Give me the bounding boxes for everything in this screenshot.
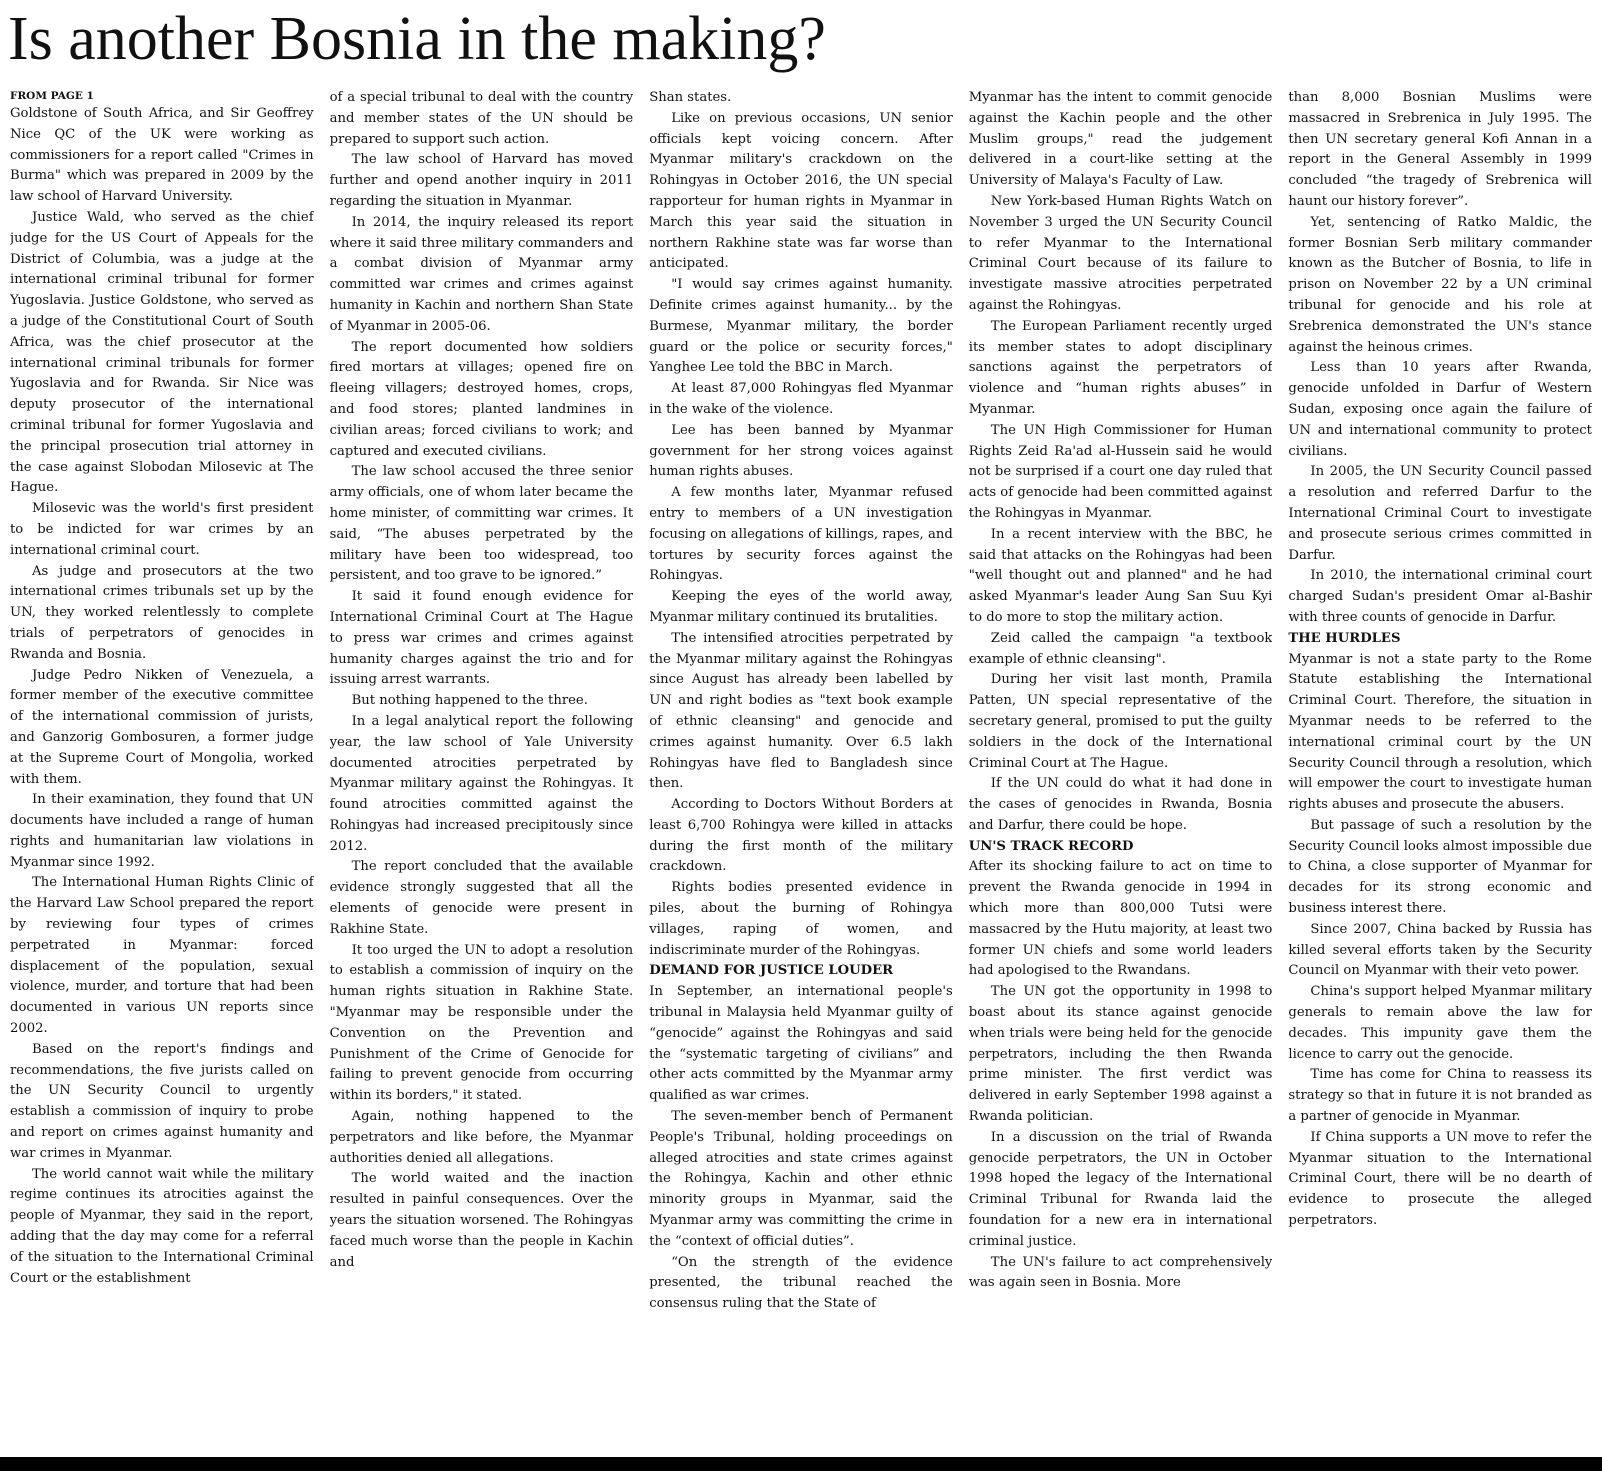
paragraph: In 2005, the UN Security Council passed a resolution and referred Darfur to the International Criminal Court to investigate and prosecute serious crimes committed in Darfur.	[1288, 464, 1592, 563]
paragraph: Rights bodies presented evidence in piles, about the burning of Rohingya villages, raping of women, and indiscriminate murder of the Rohingyas.	[649, 880, 953, 958]
paragraph: The report documented how soldiers fired mortars at villages; opened fire on fleeing villagers; destroyed homes, crops, and food stores; planted landmines in civilian areas; forced civilians to work; and captured and executed civilians.	[329, 339, 634, 459]
paragraph: The European Parliament recently urged its member states to adopt disciplinary sanctions against the perpetrators of violence and “human rights abuses” in Myanmar.	[968, 318, 1273, 417]
column-1	[10, 88, 314, 1438]
paragraph: It said it found enough evidence for International Criminal Court at The Hague to press war crimes and crimes against humanity charges against the trio and for issuing arrest warrants.	[329, 589, 634, 688]
paragraph: Time has come for China to reassess its strategy so that in future it is not branded as a partner of genocide in Myanmar.	[1288, 1067, 1592, 1125]
paragraph: It too urged the UN to adopt a resolution to establish a commission of inquiry on the human rights situation in Rakhine State. "Myanmar may be responsible under the Convention on the Prevention and Punishment of the Crime of Genocide for failing to prevent genocide from occurring within its borders," it stated.	[329, 942, 634, 1104]
paragraph: Again, nothing happened to the perpetrators and like before, the Myanmar authorities denied all allegations.	[329, 1109, 634, 1166]
section-subhead: THE HURDLES	[1288, 630, 1401, 646]
section-subhead: DEMAND FOR JUSTICE LOUDER	[649, 963, 894, 979]
paragraph: The intensified atrocities perpetrated by the Myanmar military against the Rohingyas since August has already been labelled by UN and right bodies as "text book example of ethnic cleansing" and genocide and crimes against humanity. Over 6.5 lakh Rohingyas have fled to Bangladesh since then.	[649, 630, 953, 792]
column-3	[649, 88, 953, 1438]
paragraph: But passage of such a resolution by the Security Council looks almost impossible due to China, a close supporter of Myanmar for decades for its strong economic and business interest there.	[1288, 817, 1592, 917]
paragraph: Judge Pedro Nikken of Venezuela, a former member of the executive committee of the international commission of jurists, and Ganzorig Gombosuren, a former judge at the Supreme Court of Mongolia, worked with them.	[10, 667, 314, 787]
paragraph: Zeid called the campaign "a textbook example of ethnic cleansing".	[968, 630, 1273, 667]
paragraph: The International Human Rights Clinic of the Harvard Law School prepared the report by reviewing four types of crimes perpetrated in Myanmar: forced displacement of the population, sexual violence, murder, and torture that had been documented in various UN reports since 2002.	[10, 875, 314, 1037]
article-body	[10, 88, 1592, 1438]
paragraph: In 2010, the international criminal court charged Sudan's president Omar al-Bashir with three counts of genocide in Darfur.	[1288, 568, 1592, 625]
paragraph: The report concluded that the available evidence strongly suggested that all the elements of genocide were present in Rakhine State.	[329, 859, 634, 937]
paragraph: “On the strength of the evidence presented, the tribunal reached the consensus ruling that the State of	[649, 1254, 953, 1312]
paragraph: of a special tribunal to deal with the country and member states of the UN should be prepared to support such action.	[329, 90, 634, 147]
paragraph: If the UN could do what it had done in the cases of genocides in Rwanda, Bosnia and Darfur, there could be hope.	[968, 776, 1273, 833]
paragraph: But nothing happened to the three.	[351, 693, 588, 709]
paragraph: Myanmar has the intent to commit genocide against the Kachin people and the other Muslim groups," read the judgement delivered in a court-like setting at the University of Malaya's Faculty of Law.	[968, 90, 1273, 189]
paragraph: Like on previous occasions, UN senior officials kept voicing concern. After Myanmar military's crackdown on the Rohingyas in October 2016, the UN special rapporteur for human rights in Myanmar in March this year said the situation in northern Rakhine state was far worse than anticipated.	[649, 110, 953, 272]
kicker-from-page-1: FROM PAGE 1	[10, 90, 94, 102]
paragraph: According to Doctors Without Borders at least 6,700 Rohingya were killed in attacks during the first month of the military crackdown.	[649, 797, 953, 875]
paragraph: In a legal analytical report the following year, the law school of Yale University documented atrocities perpetrated by Myanmar military against the Rohingyas. It found atrocities committed against the Rohingyas had increased precipitously since 2012.	[329, 713, 634, 854]
paragraph: Keeping the eyes of the world away, Myanmar military continued its brutalities.	[649, 589, 953, 625]
paragraph: Goldstone of South Africa, and Sir Geoffrey Nice QC of the UK were working as commissioners for a report called "Crimes in Burma" which was prepared in 2009 by the law school of Harvard University.	[10, 106, 314, 205]
column-2	[330, 88, 634, 1438]
paragraph: The law school accused the three senior army officials, one of whom later became the home minister, of committing war crimes. It said, “The abuses perpetrated by the military have been too widespread, too persistent, and too grave to be ignored.”	[329, 464, 634, 584]
paragraph: In September, an international people's tribunal in Malaysia held Myanmar guilty of “genocide” against the Rohingyas and said the “systematic targeting of civilians” and other acts committed by the Myanmar army qualified as war crimes.	[649, 984, 953, 1104]
paragraph: Based on the report's findings and recommendations, the five jurists called on the UN Security Council to urgently establish a commission of inquiry to probe and report on crimes against humanity and war crimes in Myanmar.	[10, 1041, 314, 1161]
paragraph: Since 2007, China backed by Russia has killed several efforts taken by the Security Council on Myanmar with their veto power.	[1288, 921, 1592, 979]
section-subhead: UN'S TRACK RECORD	[968, 838, 1134, 854]
paragraph: "I would say crimes against humanity. Definite crimes against humanity... by the Burmese, Myanmar military, the border guard or the police or security forces," Yanghee Lee told the BBC in March.	[649, 277, 953, 376]
paragraph: Less than 10 years after Rwanda, genocide unfolded in Darfur of Western Sudan, exposing once again the failure of UN and international community to protect civilians.	[1288, 360, 1592, 459]
paragraph: The seven-member bench of Permanent People's Tribunal, holding proceedings on alleged atrocities and state crimes against the Rohingya, Kachin and other ethnic minority groups in Myanmar, said the Myanmar army was committing the crime in the “context of official duties”.	[649, 1109, 953, 1249]
paragraph: During her visit last month, Pramila Patten, UN special representative of the secretary general, promised to put the guilty soldiers in the dock of the International Criminal Court at The Hague.	[968, 672, 1273, 771]
paragraph: Lee has been banned by Myanmar government for her strong voices against human rights abuses.	[649, 422, 953, 480]
paragraph: In 2014, the inquiry released its report where it said three military commanders and a combat division of Myanmar army committed war crimes and crimes against humanity in Kachin and northern Shan State of Myanmar in 2005-06.	[329, 214, 634, 334]
paragraph: At least 87,000 Rohingyas fled Myanmar in the wake of the violence.	[649, 381, 953, 417]
paragraph: After its shocking failure to act on time to prevent the Rwanda genocide in 1994 in which more than 800,000 Tutsi were massacred by the Hutu majority, at least two former UN chiefs and some world leaders had apologised to the Rwandans.	[968, 859, 1273, 979]
page-bottom-band	[0, 1457, 1602, 1471]
column-5	[1288, 88, 1592, 1438]
paragraph: The UN's failure to act comprehensively was again seen in Bosnia. More	[968, 1254, 1273, 1291]
paragraph: In a discussion on the trial of Rwanda genocide perpetrators, the UN in October 1998 hoped the legacy of the International Criminal Tribunal for Rwanda laid the foundation for a new era in international criminal justice.	[968, 1129, 1273, 1249]
paragraph: A few months later, Myanmar refused entry to members of a UN investigation focusing on allegations of killings, rapes, and tortures by security forces against the Rohingyas.	[649, 485, 953, 584]
paragraph: Yet, sentencing of Ratko Maldic, the former Bosnian Serb military commander known as the Butcher of Bosnia, to life in prison on November 22 by a UN criminal tribunal for genocide and his role at Srebrenica demonstrated the UN's stance against the heinous crimes.	[1288, 214, 1592, 355]
paragraph: The UN High Commissioner for Human Rights Zeid Ra'ad al-Hussein said he would not be surprised if a court one day ruled that acts of genocide had been committed against the Rohingyas in Myanmar.	[968, 422, 1273, 521]
paragraph: Milosevic was the world's first president to be indicted for war crimes by an international criminal court.	[10, 501, 314, 558]
paragraph: In their examination, they found that UN documents have included a range of human rights and humanitarian law violations in Myanmar since 1992.	[10, 792, 314, 870]
paragraph: As judge and prosecutors at the two international crimes tribunals set up by the UN, they worked relentlessly to complete trials of perpetrators of genocides in Rwanda and Bosnia.	[10, 563, 314, 662]
paragraph: China's support helped Myanmar military generals to remain above the law for decades. This impunity gave them the licence to carry out the genocide.	[1288, 984, 1592, 1062]
paragraph: The UN got the opportunity in 1998 to boast about its stance against genocide when trials were being held for the genocide perpetrators, including the then Rwanda prime minister. The first verdict was delivered in early September 1998 against a Rwanda politician.	[968, 984, 1273, 1125]
paragraph: New York-based Human Rights Watch on November 3 urged the UN Security Council to refer Myanmar to the International Criminal Court because of its failure to investigate massive atrocities perpetrated against the Rohingyas.	[968, 193, 1273, 313]
paragraph: Justice Wald, who served as the chief judge for the US Court of Appeals for the District of Columbia, was a judge at the international criminal tribunal for former Yugoslavia. Justice Goldstone, who served as a judge of the Constitutional Court of South Africa, was the chief prosecutor at the international criminal tribunals for former Yugoslavia and for Rwanda. Sir Nice was deputy prosecutor of the international criminal tribunal for former Yugoslavia and the principal prosecution trial attorney in the case against Slobodan Milosevic at The Hague.	[10, 209, 314, 496]
paragraph: The law school of Harvard has moved further and opend another inquiry in 2011 regarding the situation in Myanmar.	[329, 152, 634, 209]
paragraph: If China supports a UN move to refer the Myanmar situation to the International Criminal Court, there will be no dearth of evidence to prosecute the alleged perpetrators.	[1288, 1129, 1592, 1229]
paragraph: In a recent interview with the BBC, he said that attacks on the Rohingyas had been "well thought out and planned" and he had asked Myanmar's leader Aung San Suu Kyi to do more to stop the military action.	[968, 526, 1273, 625]
paragraph: Myanmar is not a state party to the Rome Statute establishing the International Criminal Court. Therefore, the situation in Myanmar needs to be referred to the international criminal court by the UN Security Council through a resolution, which will empower the court to investigate human rights abuses and prosecute the abusers.	[1288, 651, 1592, 813]
column-4	[969, 88, 1273, 1438]
paragraph: The world cannot wait while the military regime continues its atrocities against the people of Myanmar, they said in the report, adding that the day may come for a referral of the situation to the International Criminal Court or the establishment	[10, 1166, 314, 1286]
paragraph: than 8,000 Bosnian Muslims were massacred in Srebrenica in July 1995. The then UN secretary general Kofi Annan in a report in the General Assembly in 1999 concluded “the tragedy of Srebrenica will haunt our history forever”.	[1288, 90, 1592, 209]
paragraph: Shan states.	[649, 90, 732, 105]
paragraph: The world waited and the inaction resulted in painful consequences. Over the years the situation worsened. The Rohingyas faced much worse than the people in Kachin and	[329, 1171, 634, 1270]
headline: Is another Bosnia in the making?	[8, 5, 826, 73]
